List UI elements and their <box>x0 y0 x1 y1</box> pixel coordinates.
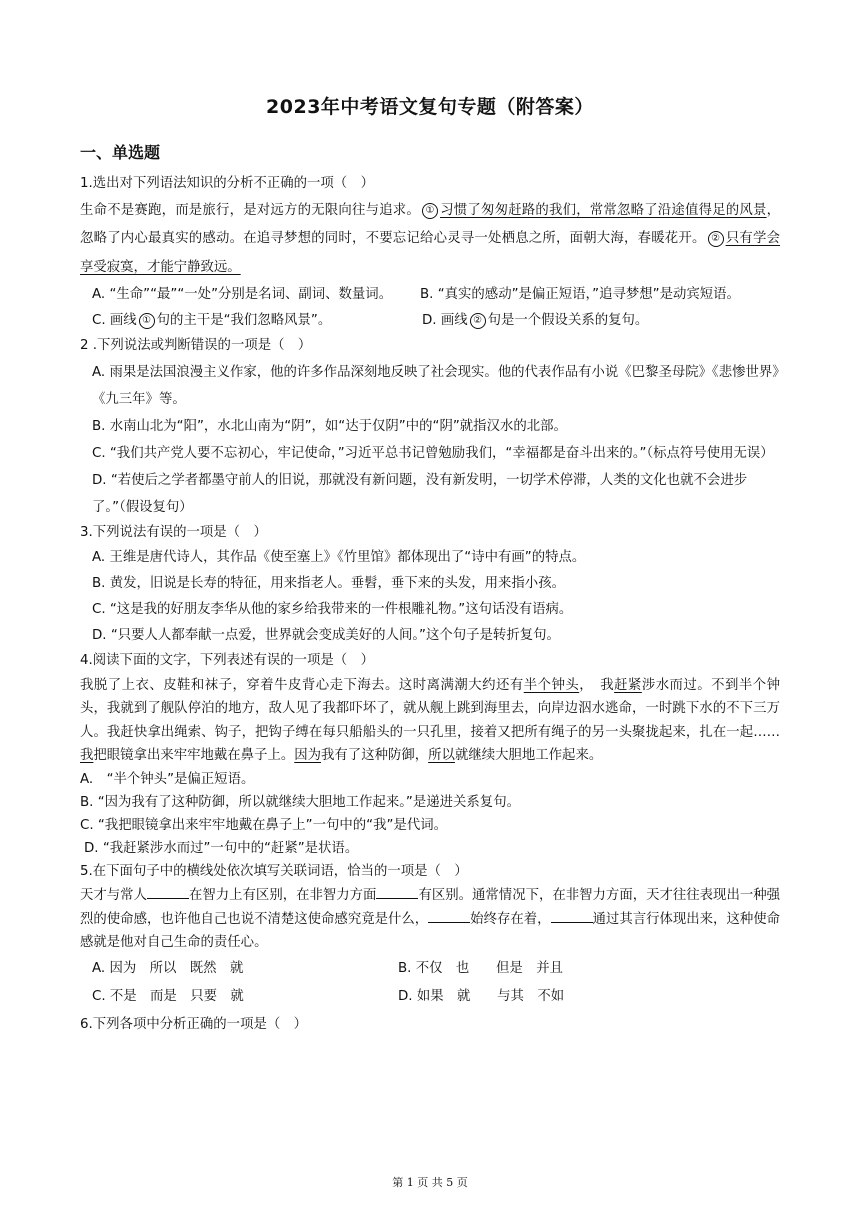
option-row <box>92 955 780 983</box>
option-c: C. 不是 而是 只要 就 <box>92 988 244 1004</box>
option-c: C. “这是我的好朋友李华从他的家乡给我带来的一件根雕礼物。”这句话没有语病。 <box>92 602 573 617</box>
section-heading: 一、单选题 <box>80 143 161 162</box>
option-a: A. 雨果是法国浪漫主义作家，他的许多作品深刻地反映了社会现实。他的代表作品有小说《巴黎圣母院》《悲惨世界》《九三年》等。 <box>92 364 779 407</box>
passage-text: 我有了这种防御， <box>321 748 429 763</box>
option-row <box>92 308 780 334</box>
option-text: C. 画线 <box>92 313 137 328</box>
option-d: D. “若使后之学者都墨守前人的旧说，那就没有新问题，没有新发明，一切学术停滞，人类的文化也就不会进步了。”（假设复句） <box>92 472 748 515</box>
question-4-passage <box>80 674 780 768</box>
question-1-passage <box>80 197 780 283</box>
underlined-phrase: 赶紧 <box>614 677 642 693</box>
option-text: D. 画线 <box>422 313 468 328</box>
passage-text: 始终存在着， <box>470 911 551 927</box>
question-3-stem: 3.下列说法有误的一项是（ ） <box>80 524 267 540</box>
option-c: C. “我们共产党人要不忘初心，牢记使命，”习近平总书记曾勉励我们，“幸福都是奋斗出来的。”（标点符号使用无误） <box>92 445 774 461</box>
circled-number-2: ② <box>470 313 486 329</box>
circled-number-1: ① <box>422 203 438 219</box>
option-row <box>92 282 780 308</box>
circled-number-1: ① <box>139 313 155 329</box>
option-c <box>92 308 422 334</box>
fill-blank <box>376 886 418 899</box>
page-footer: 第 1 页 共 5 页 <box>392 1176 468 1189</box>
option-b: B. “因为我有了这种防御，所以就继续大胆地工作起来。”是递进关系复句。 <box>80 794 520 810</box>
passage-text: 生命不是赛跑，而是旅行，是对远方的无限向往与追求。 <box>80 202 420 218</box>
option-a: A. “半个钟头”是偏正短语。 <box>80 771 255 787</box>
option-d <box>422 308 648 334</box>
passage-text: 涉水而过。不到半个钟头，我就到了舰队停泊的地方，敌人见了我都吓坏了，就从舰上跳到海里去，向岸边泅水逃命，一时跳下水的不下三万人。我赶快拿出绳索、钩子，把钩子缚在每只船船头的一只孔里，接着又把所有绳子的另一头聚拢起来，扎在一起…… <box>80 677 781 740</box>
fill-blank <box>428 910 470 923</box>
option-d: D. “只要人人都奉献一点爱，世界就会变成美好的人间。”这个句子是转折复句。 <box>92 628 560 643</box>
passage-text: 天才与常人 <box>80 888 147 903</box>
question-5-passage <box>80 884 780 955</box>
underlined-phrase: 因为 <box>294 748 322 763</box>
question-4-stem: 4.阅读下面的文字，下列表述有误的一项是（ ） <box>80 653 374 668</box>
option-a: A. 因为 所以 既然 就 <box>92 960 244 976</box>
option-b: B. 不仅 也 但是 并且 <box>398 960 563 976</box>
option-a: A. “生命”“最”“一处”分别是名词、副词、数量词。 <box>92 287 393 302</box>
option-c: C. “我把眼镜拿出来牢牢地戴在鼻子上”一句中的“我”是代词。 <box>80 817 447 833</box>
passage-text: 有区别。通常情况下，在非智力方面，天才往往表现出一种强烈的使命感，也许他自己也说不清楚这使命感究竟是什么， <box>80 888 781 927</box>
question-6-stem: 6.下列各项中分析正确的一项是（ ） <box>80 1016 308 1032</box>
passage-text: 就继续大胆地工作起来。 <box>454 748 603 763</box>
fill-blank <box>147 886 189 899</box>
passage-text: ， 我 <box>579 677 615 693</box>
questions-content <box>80 172 780 1037</box>
option-b: B. 水南山北为“阳”，水北山南为“阴”，如“达于仅阴”中的“阴”就指汉水的北部。 <box>92 418 567 434</box>
option-d: D. 如果 就 与其 不如 <box>398 988 565 1004</box>
option-d: D. “我赶紧涉水而过”一句中的“赶紧”是状语。 <box>84 840 359 856</box>
underlined-sentence-1: 习惯了匆匆赶路的我们，常常忽略了沿途值得足的风景 <box>440 202 767 218</box>
underlined-phrase: 所以 <box>428 748 455 763</box>
option-a: A. 王维是唐代诗人，其作品《使至塞上》《竹里馆》都体现出了“诗中有画”的特点。 <box>92 550 586 565</box>
underlined-sentence-2: 只有学会享受寂寞，才能宁静致远。 <box>80 231 781 275</box>
passage-text: 我脱了上衣、皮鞋和袜子，穿着牛皮背心走下海去。这时离满潮大约还有 <box>80 677 524 693</box>
option-row <box>92 983 780 1011</box>
option-b: B. 黄发，旧说是长寿的特征，用来指老人。垂髫，垂下来的头发，用来指小孩。 <box>92 576 565 591</box>
question-1-stem: 1.选出对下列语法知识的分析不正确的一项（ ） <box>80 176 374 191</box>
passage-text: ，忽略了内心最真实的感动。在追寻梦想的同时，不要忘记给心灵寻一处栖息之所，面朝大海，春暖花开。 <box>80 202 780 246</box>
fill-blank <box>551 910 593 923</box>
option-b: B. “真实的感动”是偏正短语，”追寻梦想”是动宾短语。 <box>420 287 740 302</box>
underlined-phrase: 我 <box>80 748 94 763</box>
circled-number-2: ② <box>708 231 724 247</box>
passage-text: 把眼镜拿出来牢牢地戴在鼻子上。 <box>93 748 295 763</box>
option-text: 句的主干是“我们忽略风景”。 <box>156 313 332 328</box>
underlined-phrase: 半个钟头 <box>523 677 580 693</box>
option-text: 句是一个假设关系的复句。 <box>487 313 649 328</box>
document-title: 2023年中考语文复句专题（附答案） <box>266 96 594 118</box>
passage-text: 在智力上有区别，在非智力方面 <box>188 888 377 903</box>
question-2-stem: 2 .下列说法或判断错误的一项是（ ） <box>80 338 312 353</box>
question-5-stem: 5.在下面句子中的横线处依次填写关联词语，恰当的一项是（ ） <box>80 863 468 879</box>
passage-text: 通过其言行体现出来，这种使命感就是他对自己生命的责任心。 <box>80 911 781 950</box>
